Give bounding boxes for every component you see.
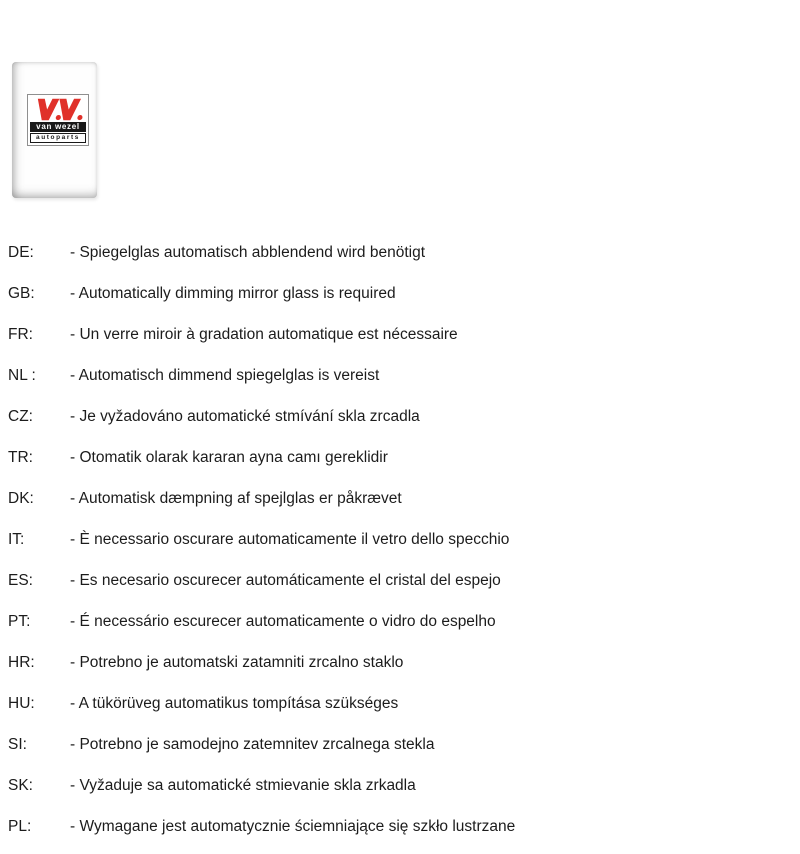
translation-row [8, 355, 792, 396]
language-code: NL : [8, 367, 36, 384]
translation-list [8, 232, 792, 847]
van-wezel-wordmark: van wezel [30, 122, 86, 132]
translation-text: - Vyžaduje sa automatické stmievanie skla zrkadla [70, 777, 416, 794]
translation-text: - Automatisk dæmpning af spejlglas er påkrævet [70, 490, 402, 507]
translation-text: - Un verre miroir à gradation automatique est nécessaire [70, 326, 458, 343]
language-code: HU: [8, 695, 35, 712]
translation-row [8, 519, 792, 560]
language-code: SK: [8, 777, 33, 794]
translation-row [8, 478, 792, 519]
translation-row [8, 314, 792, 355]
language-code: DK: [8, 490, 34, 507]
translation-text: - É necessário escurecer automaticamente o vidro do espelho [70, 613, 496, 630]
language-code: ES: [8, 572, 33, 589]
translation-text: - È necessario oscurare automaticamente il vetro dello specchio [70, 531, 510, 548]
van-wezel-vv-mark-icon [30, 97, 86, 122]
translation-text: - Spiegelglas automatisch abblendend wird benötigt [70, 244, 426, 261]
translation-row [8, 683, 792, 724]
translation-row [8, 724, 792, 765]
translation-text: - Es necesario oscurecer automáticamente el cristal del espejo [70, 572, 501, 589]
translation-text: - Potrebno je samodejno zatemnitev zrcalnega stekla [70, 736, 435, 753]
language-code: PT: [8, 613, 31, 630]
translation-row [8, 601, 792, 642]
van-wezel-product-card [12, 62, 97, 198]
language-code: IT: [8, 531, 25, 548]
translation-text: - Je vyžadováno automatické stmívání skla zrcadla [70, 408, 420, 425]
translation-row [8, 765, 792, 806]
translation-row [8, 396, 792, 437]
translation-text: - Otomatik olarak kararan ayna camı gereklidir [70, 449, 388, 466]
translation-row [8, 560, 792, 601]
translation-row [8, 642, 792, 683]
van-wezel-logo [27, 94, 89, 146]
translation-text: - Automatisch dimmend spiegelglas is vereist [70, 367, 380, 384]
translation-row [8, 806, 792, 847]
translation-text: - Potrebno je automatski zatamniti zrcalno staklo [70, 654, 404, 671]
translation-row [8, 437, 792, 478]
language-code: CZ: [8, 408, 33, 425]
translation-text: - Automatically dimming mirror glass is required [70, 285, 396, 302]
translation-text: - A tükörüveg automatikus tompítása szükséges [70, 695, 399, 712]
language-code: SI: [8, 736, 27, 753]
language-code: GB: [8, 285, 35, 302]
van-wezel-tagline: autoparts [30, 133, 86, 143]
language-code: FR: [8, 326, 33, 343]
language-code: TR: [8, 449, 33, 466]
language-code: HR: [8, 654, 35, 671]
language-code: PL: [8, 818, 32, 835]
translation-row [8, 232, 792, 273]
translation-row [8, 273, 792, 314]
language-code: DE: [8, 244, 34, 261]
translation-text: - Wymagane jest automatycznie ściemniające się szkło lustrzane [70, 818, 516, 835]
